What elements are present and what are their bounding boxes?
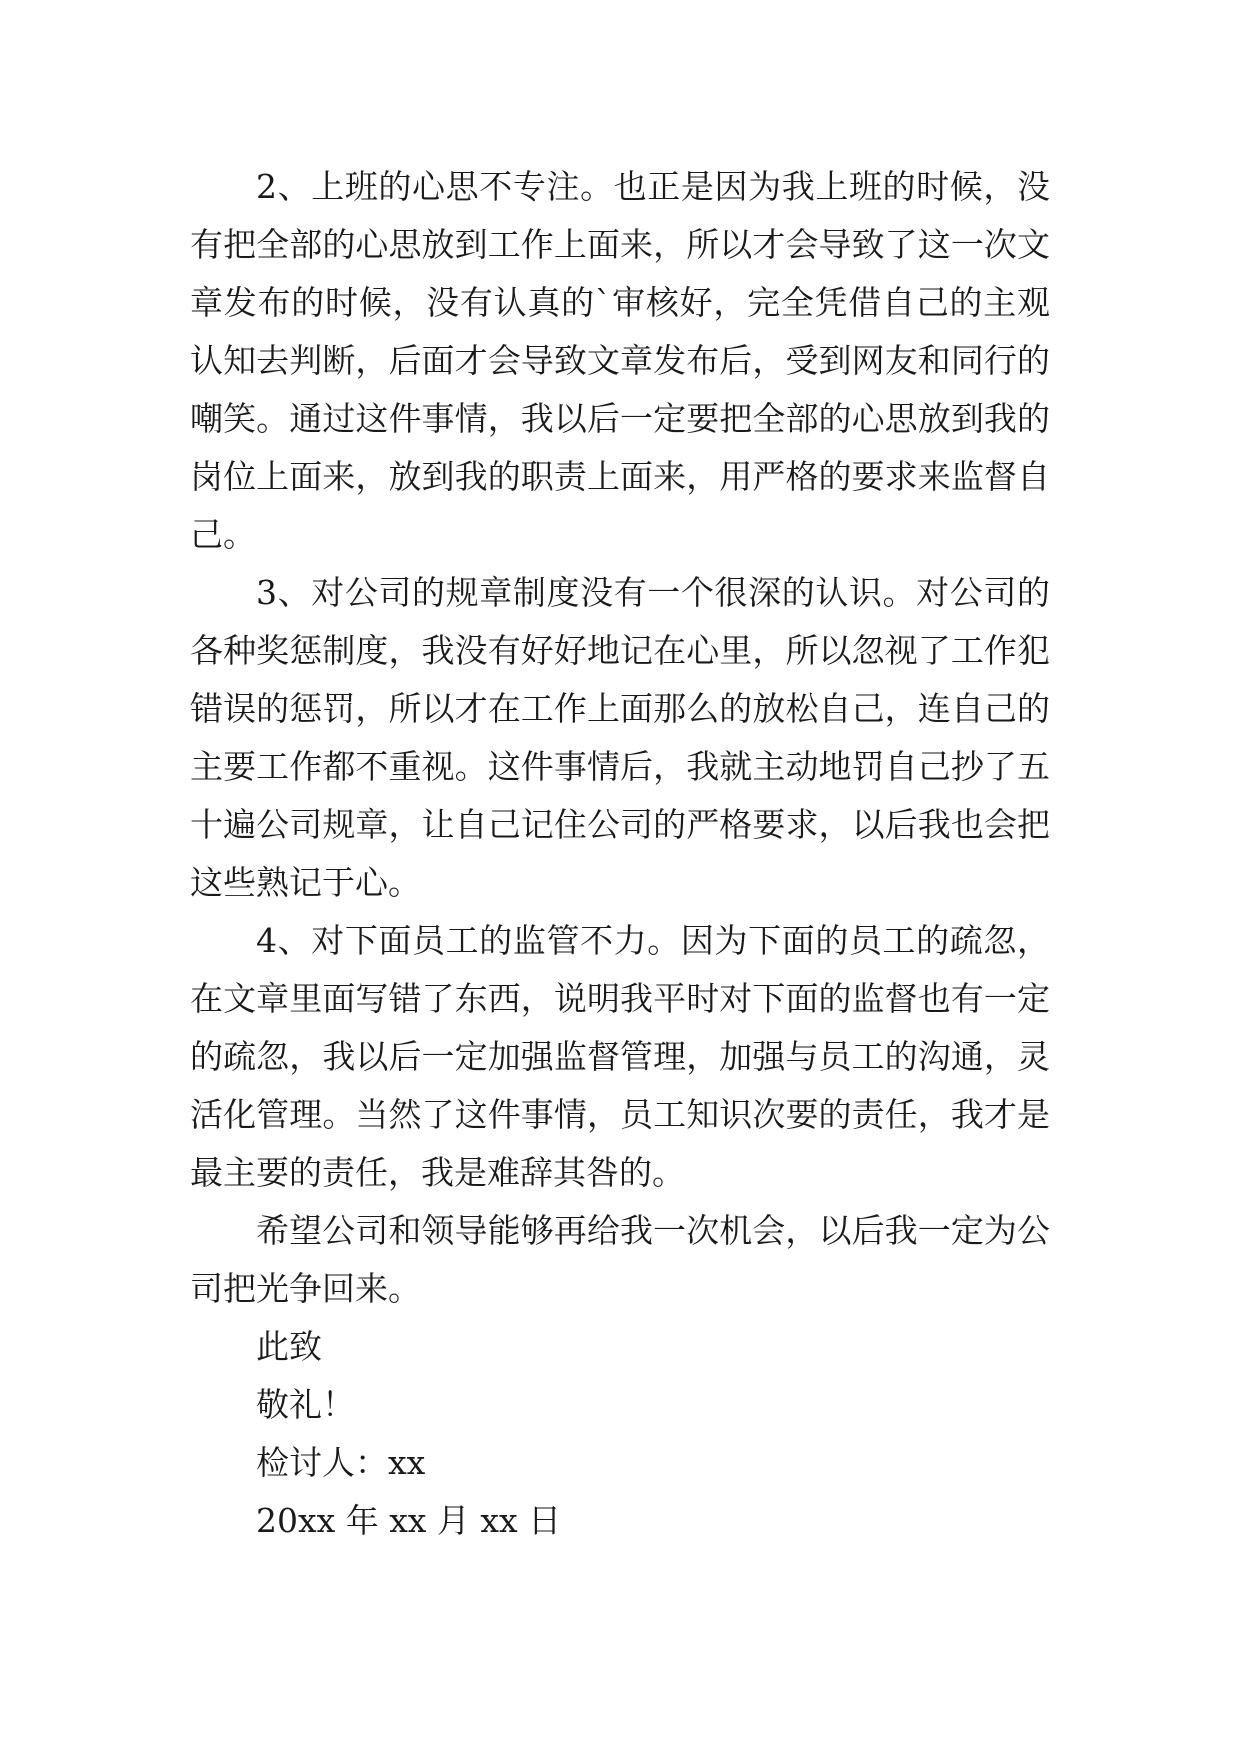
signature-line: 检讨人：xx <box>256 1443 426 1482</box>
paragraph-item-2: 2、上班的心思不专注。也正是因为我上班的时候，没有把全部的心思放到工作上面来，所以才会导致了这一次文章发布的时候，没有认真的`审核好，完全凭借自己的主观认知去判断，后面才会导致文章发布后，受到网友和同行的嘲笑。通过这件事情，我以后一定要把全部的心思放到我的岗位上面来，放到我的职责上面来，用严格的要求来监督自己。 <box>190 167 1050 554</box>
paragraph-item-4: 4、对下面员工的监管不力。因为下面的员工的疏忽，在文章里面写错了东西，说明我平时对下面的监督也有一定的疏忽，我以后一定加强监督管理，加强与员工的沟通，灵活化管理。当然了这件事情，员工知识次要的责任，我才是最主要的责任，我是难辞其咎的。 <box>190 921 1050 1192</box>
document-body <box>190 158 1050 1550</box>
salutation-line: 敬礼！ <box>256 1385 355 1424</box>
date-line: 20xx 年 xx 月 xx 日 <box>256 1501 562 1540</box>
closing-line: 此致 <box>256 1327 322 1366</box>
paragraph-hope: 希望公司和领导能够再给我一次机会，以后我一定为公司把光争回来。 <box>190 1211 1050 1308</box>
paragraph-item-3: 3、对公司的规章制度没有一个很深的认识。对公司的各种奖惩制度，我没有好好地记在心里，所以忽视了工作犯错误的惩罚，所以才在工作上面那么的放松自己，连自己的主要工作都不重视。这件事情后，我就主动地罚自己抄了五十遍公司规章，让自己记住公司的严格要求，以后我也会把这些熟记于心。 <box>190 573 1050 902</box>
